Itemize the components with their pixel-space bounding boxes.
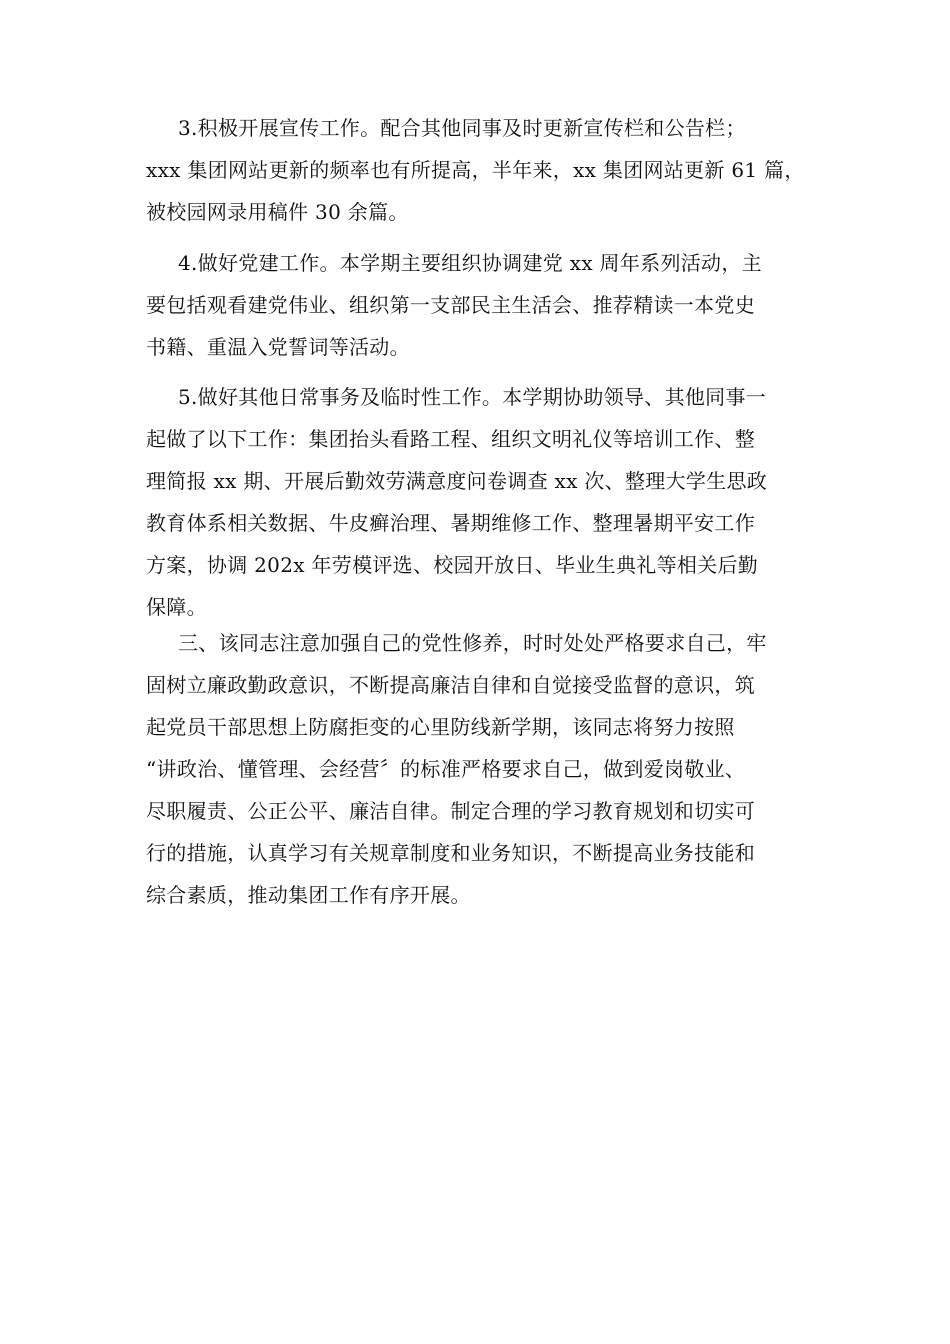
paragraph-line: 书籍、重温入党誓词等活动。 <box>146 335 410 359</box>
paragraph-line: 行的措施，认真学习有关规章制度和业务知识，不断提高业务技能和 <box>146 841 755 865</box>
paragraph-self-cultivation <box>146 622 836 916</box>
paragraph-line: 方案，协调 202x 年劳模评选、校园开放日、毕业生典礼等相关后勤 <box>146 553 759 577</box>
paragraph-line: 4.做好党建工作。本学期主要组织协调建党 xx 周年系列活动，主 <box>178 251 762 275</box>
paragraph-line: 尽职履责、公正公平、廉洁自律。制定合理的学习教育规划和切实可 <box>146 799 755 823</box>
paragraph-line: 保障。 <box>146 595 207 619</box>
paragraph-line: 综合素质，推动集团工作有序开展。 <box>146 883 471 907</box>
paragraph-party-building <box>146 242 836 368</box>
paragraph-daily-affairs <box>146 376 836 628</box>
paragraph-line: 被校园网录用稿件 30 余篇。 <box>146 200 409 224</box>
paragraph-line: 3.积极开展宣传工作。配合其他同事及时更新宣传栏和公告栏； <box>178 116 746 140</box>
paragraph-line: 要包括观看建党伟业、组织第一支部民主生活会、推荐精读一本党史 <box>146 293 755 317</box>
paragraph-line: 教育体系相关数据、牛皮癣治理、暑期维修工作、整理暑期平安工作 <box>146 511 755 535</box>
paragraph-line: xxx 集团网站更新的频率也有所提高，半年来，xx 集团网站更新 61 篇， <box>146 158 805 182</box>
paragraph-publicity-work <box>146 107 836 233</box>
paragraph-line: “讲政治、懂管理、会经营〞的标准严格要求自己，做到爱岗敬业、 <box>146 757 746 781</box>
paragraph-line: 三、该同志注意加强自己的党性修养，时时处处严格要求自己，牢 <box>178 631 767 655</box>
paragraph-line: 起做了以下工作：集团抬头看路工程、组织文明礼仪等培训工作、整 <box>146 427 755 451</box>
paragraph-line: 理简报 xx 期、开展后勤效劳满意度问卷调查 xx 次、整理大学生思政 <box>146 469 768 493</box>
paragraph-line: 5.做好其他日常事务及临时性工作。本学期协助领导、其他同事一 <box>178 385 767 409</box>
paragraph-line: 起党员干部思想上防腐拒变的心里防线新学期，该同志将努力按照 <box>146 715 735 739</box>
paragraph-line: 固树立廉政勤政意识，不断提高廉洁自律和自觉接受监督的意识，筑 <box>146 673 755 697</box>
